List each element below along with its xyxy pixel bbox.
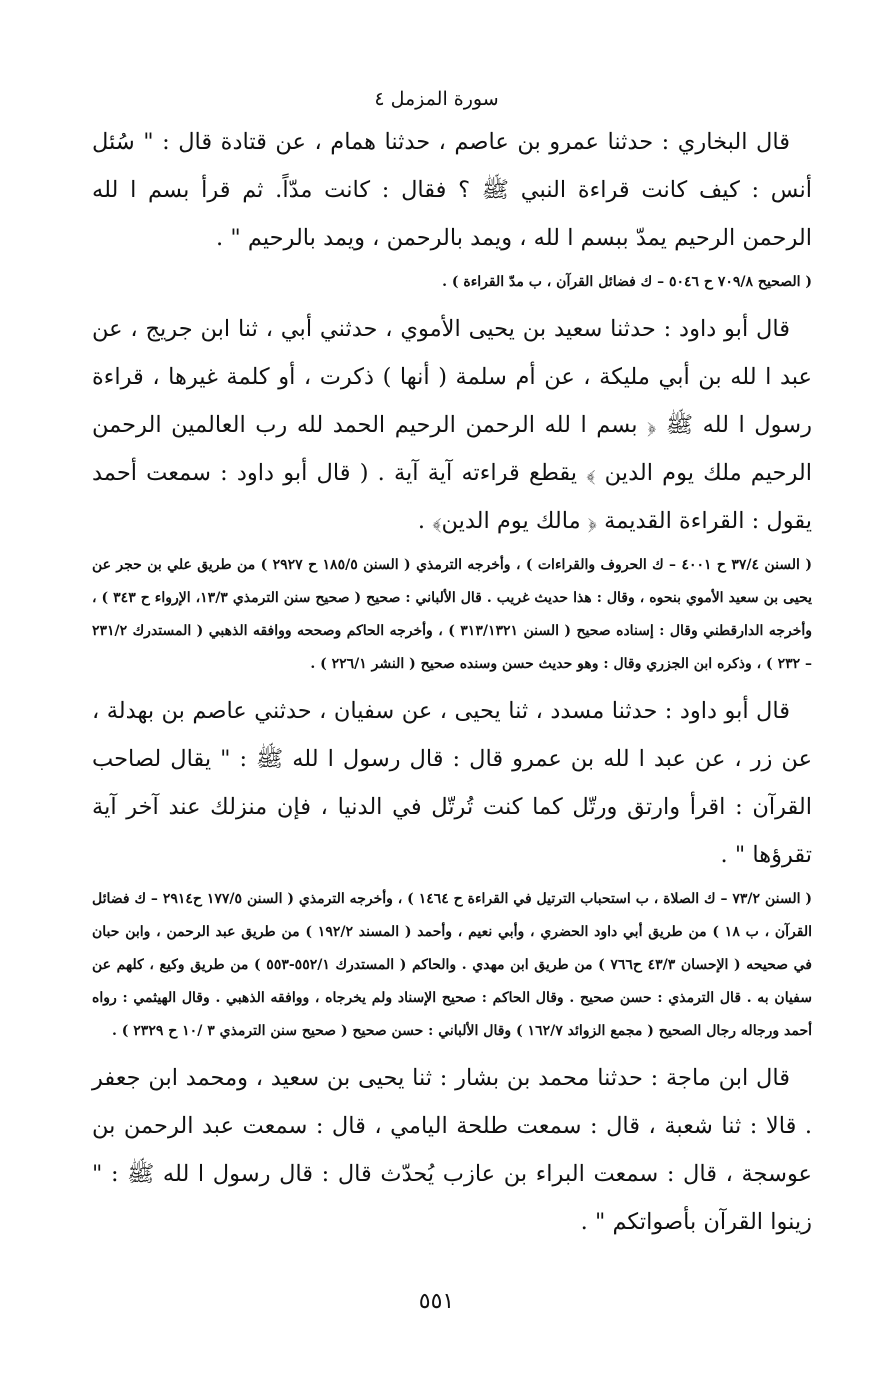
hadith-bukhari-paragraph (92, 118, 812, 262)
page-body (92, 118, 812, 1246)
hadith-text: قال أبو داود : حدثنا سعيد بن يحيى الأموي ، حدثني أبي ، ثنا ابن جريج ، عن عبد ا لله بن أبي مليكة ، عن أم سلمة ( أنها ) ذكرت ، أو كلمة غيرها ، قراءة رسول ا لله ﷺ ﴿ بسم ا لله الرحمن الرحيم الحمد لله رب العالمين الرحمن الرحيم ملك يوم الدين ﴾ يقطع قراءته آية آية . ( قال أبو داود : سمعت أحمد يقول : القراءة القديمة ﴿ مالك يوم الدين﴾ . (92, 316, 812, 534)
hadith-text: قال البخاري : حدثنا عمرو بن عاصم ، حدثنا همام ، عن قتادة قال : " سُئل أنس : كيف كانت قراءة النبي ﷺ ؟ فقال : كانت مدّاً. ثم قرأ بسم ا لله الرحمن الرحيم يمدّ ببسم ا لله ، ويمد بالرحمن ، ويمد بالرحيم " . (92, 129, 812, 251)
hadith-text: قال ابن ماجة : حدثنا محمد بن بشار : ثنا يحيى بن سعيد ، ومحمد ابن جعفر . قالا : ثنا شعبة ، قال : سمعت طلحة اليامي ، قال : سمعت عبد الرحمن بن عوسجة ، قال : سمعت البراء بن عازب يُحدّث قال : قال رسول ا لله ﷺ : " زينوا القرآن بأصواتكم " . (92, 1065, 812, 1235)
source-note-abu-dawud-umm-salama: ( السنن ٣٧/٤ ح ٤٠٠١ – ك الحروف والقراءات ) ، وأخرجه الترمذي ( السنن ١٨٥/٥ ح ٢٩٢٧ ) من طريق علي بن حجر عن يحيى بن سعيد الأموي بنحوه ، وقال : هذا حديث غريب . قال الألباني : صحيح ( صحيح سنن الترمذي ١٣/٣، الإرواء ح ٣٤٣ ) ، وأخرجه الدارقطني وقال : إسناده صحيح ( السنن ٣١٣/١٣٢١ ) ، وأخرجه الحاكم وصححه ووافقه الذهبي ( المستدرك ٢٣١/٢ – ٢٣٢ ) ، وذكره ابن الجزري وقال : وهو حديث حسن وسنده صحيح ( النشر ٢٢٦/١ ) . (92, 557, 813, 672)
hadith-text: قال أبو داود : حدثنا مسدد ، ثنا يحيى ، عن سفيان ، حدثني عاصم بن بهدلة ، عن زر ، عن عبد ا لله بن عمرو قال : قال رسول ا لله ﷺ : " يقال لصاحب القرآن : اقرأ وارتق ورتّل كما كنت تُرتّل في الدنيا ، فإن منزلك عند آخر آية تقرؤها " . (92, 698, 812, 868)
page-number: ٥٥١ (418, 1289, 455, 1314)
hadith-ibn-majah-paragraph (92, 1054, 812, 1246)
hadith-abu-dawud-umm-salama-paragraph (92, 305, 812, 545)
source-note-abu-dawud-ibn-amr: ( السنن ٧٣/٢ – ك الصلاة ، ب استحباب الترتيل في القراءة ح ١٤٦٤ ) ، وأخرجه الترمذي ( السنن ١٧٧/٥ ح٢٩١٤ – ك فضائل القرآن ، ب ١٨ ) من طريق أبي داود الحضري ، وأبي نعيم ، وأحمد ( المسند ١٩٢/٢ ) من طريق عبد الرحمن ، وابن حبان في صحيحه ( الإحسان ٤٣/٣ ح٧٦٦ ) من طريق ابن مهدي . والحاكم ( المستدرك ٥٥٢/١-٥٥٣ ) من طريق وكيع ، كلهم عن سفيان به . قال الترمذي : حسن صحيح . وقال الحاكم : صحيح الإسناد ولم يخرجاه ، ووافقه الذهبي . وقال الهيثمي : رواه أحمد ورجاله رجال الصحيح ( مجمع الزوائد ١٦٢/٧ ) وقال الألباني : حسن صحيح ( صحيح سنن الترمذي ٣ /١٠ ح ٢٣٢٩ ) . (92, 891, 813, 1039)
running-header: سورة المزمل ٤ (374, 88, 499, 110)
hadith-abu-dawud-ibn-amr-paragraph (92, 687, 812, 879)
source-note-bukhari: ( الصحيح ٧٠٩/٨ ح ٥٠٤٦ – ك فضائل القرآن ، ب مدّ القراءة ) . (442, 274, 812, 290)
